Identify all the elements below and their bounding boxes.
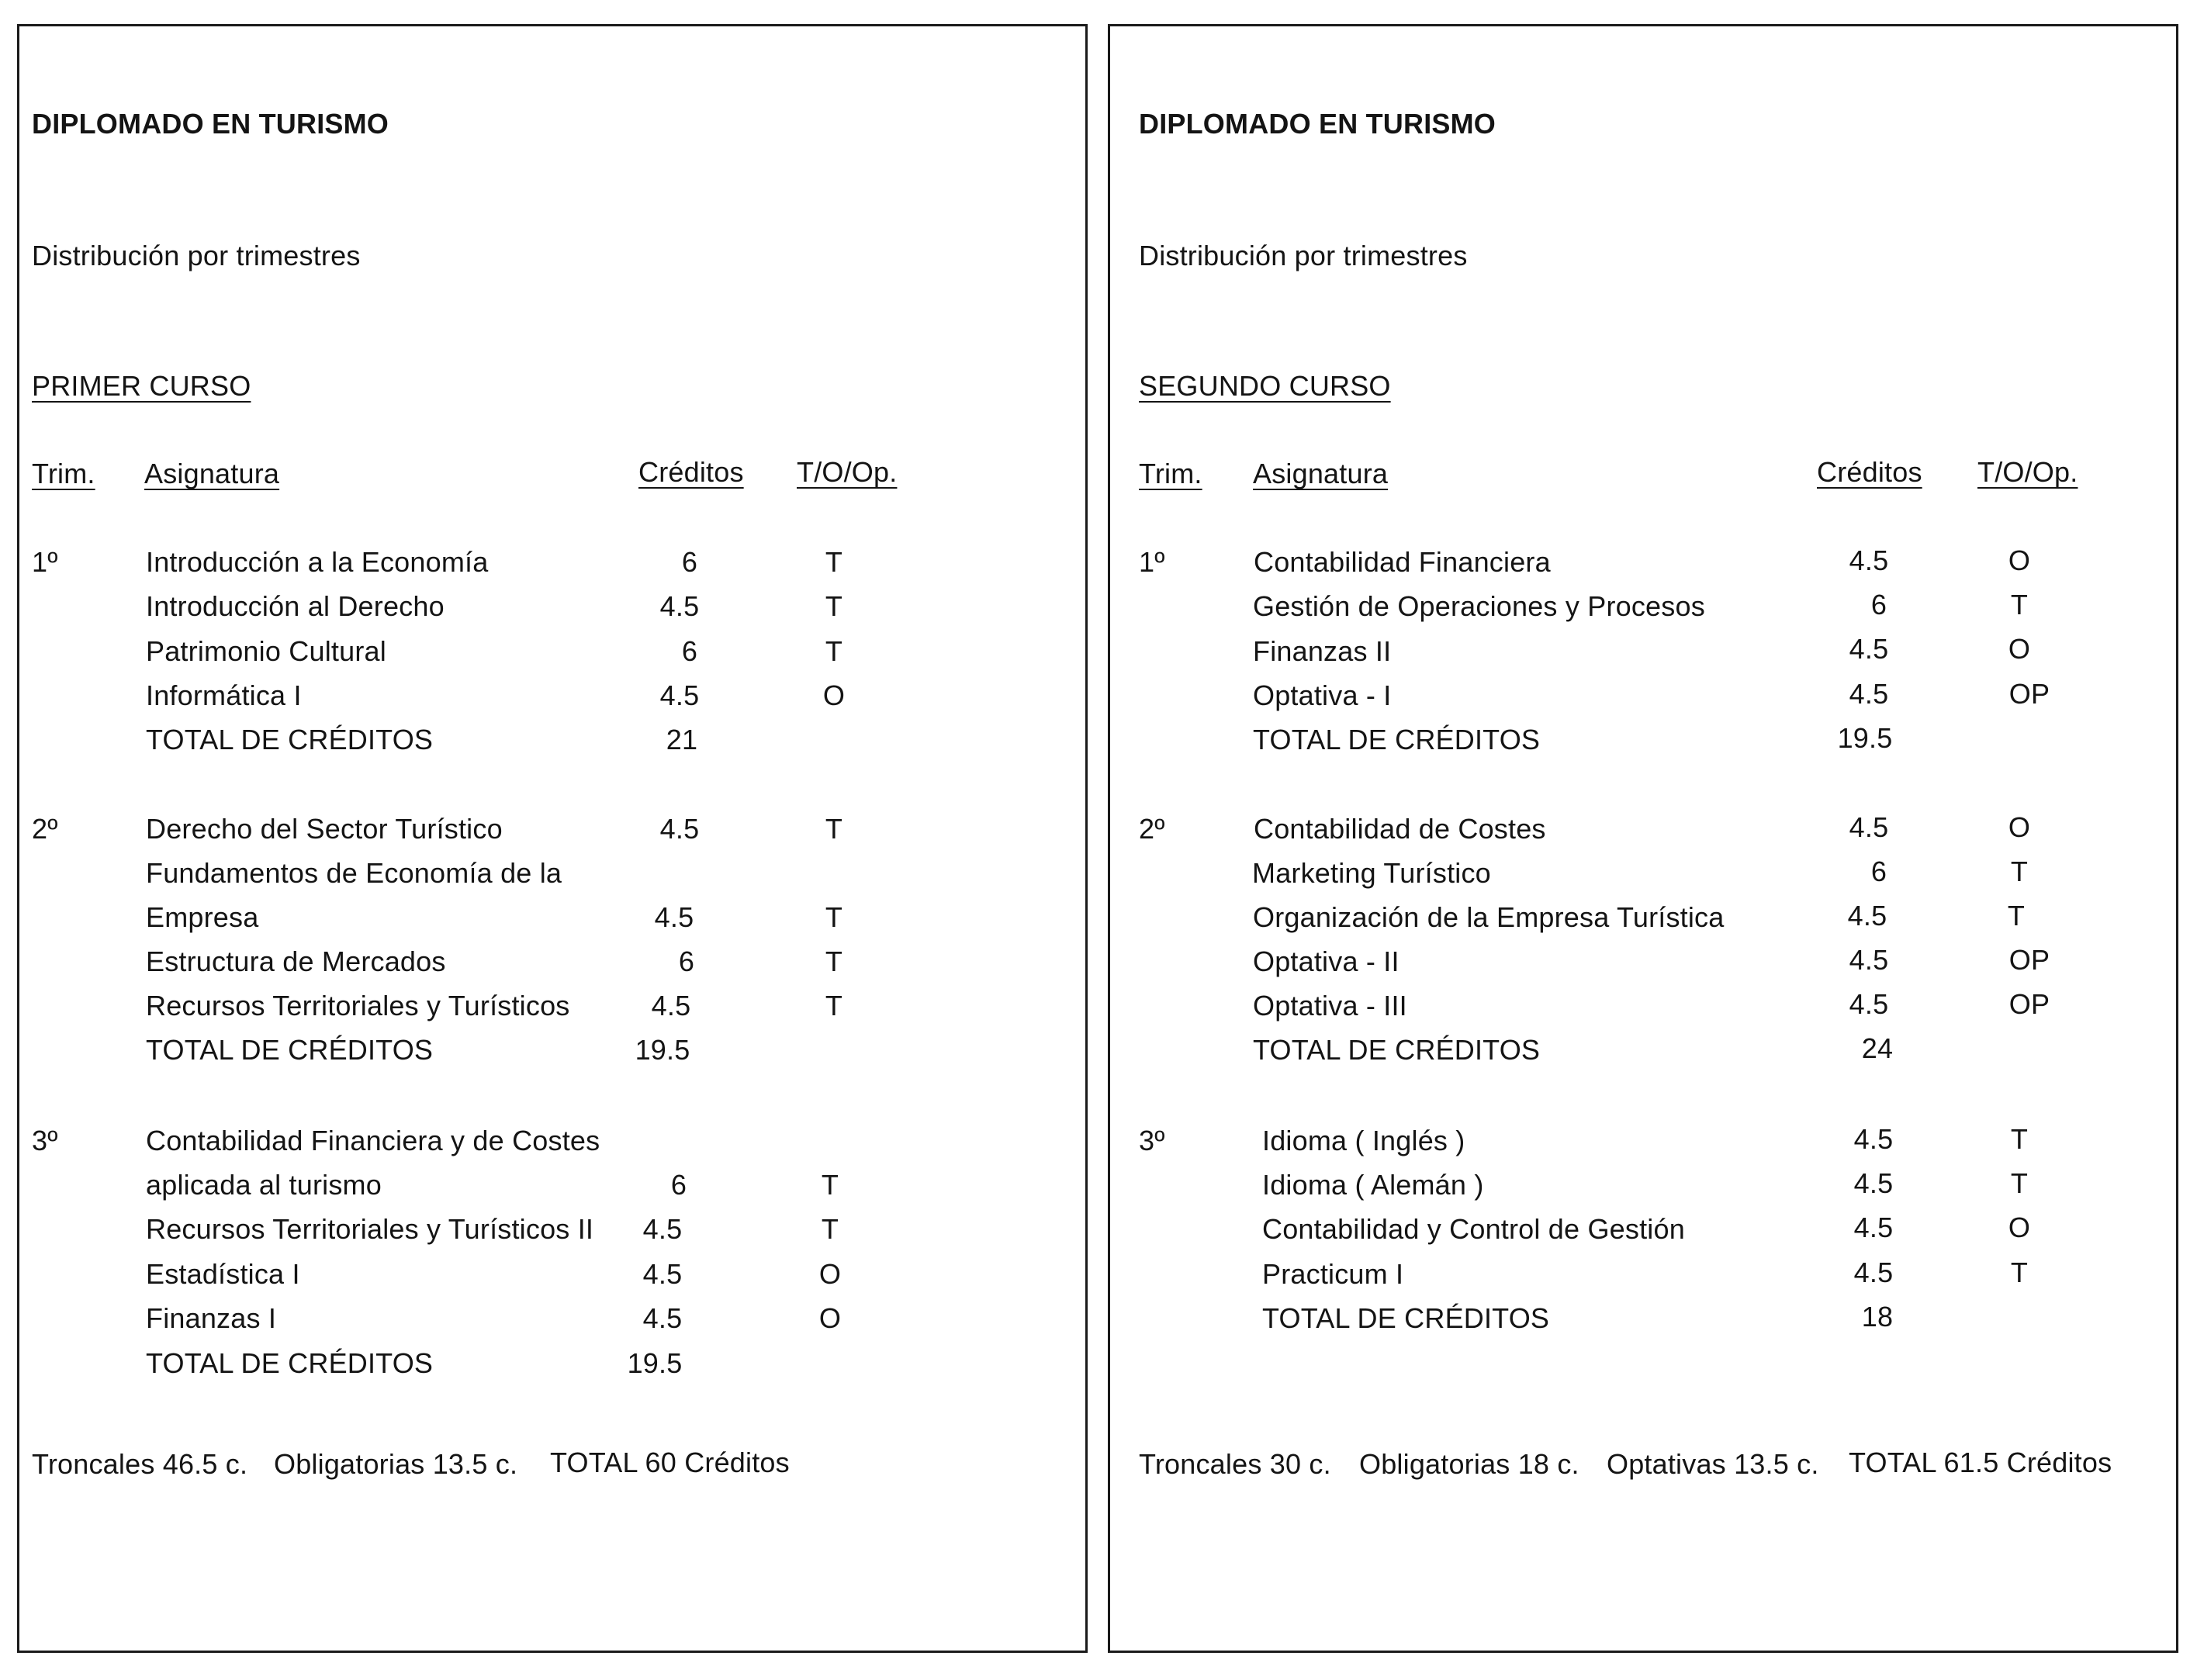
- subject-cell: Practicum I: [1262, 1258, 1404, 1290]
- course-heading: PRIMER CURSO: [32, 370, 251, 402]
- type-cell: T: [825, 901, 843, 933]
- subject-cell: Empresa: [146, 901, 259, 933]
- type-cell: O: [2008, 544, 2031, 576]
- header-type: T/O/Op.: [1977, 456, 2078, 488]
- type-cell: T: [825, 590, 843, 622]
- type-cell: O: [818, 1258, 842, 1290]
- credits-cell: 4.5: [659, 813, 700, 845]
- subject-cell: Recursos Territoriales y Turísticos: [146, 990, 570, 1021]
- credits-cell: 4.5: [651, 990, 691, 1021]
- subject-cell: Fundamentos de Economía de la: [146, 857, 562, 889]
- credits-cell: 4.5: [1849, 633, 1889, 665]
- total-credits: 24: [1861, 1032, 1894, 1064]
- type-cell: T: [2010, 589, 2029, 620]
- type-cell: T: [825, 635, 843, 667]
- credits-cell: 4.5: [659, 590, 700, 622]
- type-cell: T: [825, 546, 843, 578]
- header-credits: Créditos: [638, 456, 744, 488]
- document-title: DIPLOMADO EN TURISMO: [32, 108, 389, 140]
- subject-cell: Marketing Turístico: [1252, 857, 1491, 889]
- credits-cell: 4.5: [654, 901, 694, 933]
- trim-label: 3º: [1139, 1125, 1165, 1156]
- credits-cell: 6: [1870, 856, 1887, 887]
- header-trim: Trim.: [1139, 458, 1202, 489]
- subject-cell: Optativa - I: [1253, 679, 1392, 711]
- trim-label: 2º: [32, 813, 58, 845]
- subject-cell: Contabilidad Financiera y de Costes: [146, 1125, 600, 1156]
- footer-troncales: Troncales 46.5 c.: [32, 1448, 248, 1480]
- document-title: DIPLOMADO EN TURISMO: [1139, 108, 1496, 140]
- trim-label: 2º: [1139, 813, 1165, 845]
- subject-cell: Finanzas I: [146, 1302, 277, 1334]
- subtitle: Distribución por trimestres: [1139, 240, 1468, 271]
- credits-cell: 4.5: [1853, 1257, 1894, 1288]
- subject-cell: Patrimonio Cultural: [146, 635, 386, 667]
- subject-cell: Introducción a la Economía: [146, 546, 489, 578]
- total-credits: 19.5: [635, 1034, 690, 1066]
- credits-cell: 6: [681, 635, 698, 667]
- footer-total: TOTAL 61.5 Créditos: [1849, 1447, 2112, 1478]
- total-credits: 21: [666, 724, 698, 755]
- type-cell: OP: [2008, 988, 2050, 1020]
- subject-cell: Derecho del Sector Turístico: [146, 813, 503, 845]
- header-type: T/O/Op.: [797, 456, 898, 488]
- subject-cell: Optativa - II: [1253, 945, 1400, 977]
- type-cell: O: [2008, 633, 2031, 665]
- type-cell: T: [2010, 1123, 2029, 1155]
- subject-cell: Contabilidad Financiera: [1254, 546, 1551, 578]
- credits-cell: 4.5: [1847, 900, 1887, 932]
- type-cell: T: [825, 813, 843, 845]
- credits-cell: 4.5: [642, 1258, 683, 1290]
- type-cell: T: [821, 1213, 839, 1245]
- total-label: TOTAL DE CRÉDITOS: [1253, 1034, 1541, 1066]
- total-label: TOTAL DE CRÉDITOS: [1262, 1302, 1550, 1334]
- credits-cell: 6: [678, 945, 695, 977]
- subject-cell: Idioma ( Inglés ): [1262, 1125, 1465, 1156]
- course-panel-segundo: [1108, 24, 2178, 1653]
- subtitle: Distribución por trimestres: [32, 240, 361, 271]
- footer-troncales: Troncales 30 c.: [1139, 1448, 1331, 1480]
- subject-cell: Estadística I: [146, 1258, 300, 1290]
- footer-total: TOTAL 60 Créditos: [550, 1447, 790, 1478]
- subject-cell: Contabilidad de Costes: [1254, 813, 1546, 845]
- footer-obligatorias: Obligatorias 18 c.: [1359, 1448, 1579, 1480]
- subject-cell: Contabilidad y Control de Gestión: [1262, 1213, 1685, 1245]
- type-cell: OP: [2008, 678, 2050, 710]
- type-cell: T: [825, 945, 843, 977]
- type-cell: T: [825, 990, 843, 1021]
- subject-cell: Finanzas II: [1253, 635, 1392, 667]
- type-cell: T: [821, 1169, 839, 1201]
- credits-cell: 4.5: [642, 1213, 683, 1245]
- subject-cell: Gestión de Operaciones y Procesos: [1253, 590, 1705, 622]
- total-label: TOTAL DE CRÉDITOS: [146, 1034, 434, 1066]
- header-credits: Créditos: [1817, 456, 1922, 488]
- credits-cell: 4.5: [1853, 1212, 1894, 1243]
- type-cell: O: [818, 1302, 842, 1334]
- credits-cell: 4.5: [1849, 678, 1889, 710]
- trim-label: 3º: [32, 1125, 58, 1156]
- subject-cell: Introducción al Derecho: [146, 590, 445, 622]
- course-heading: SEGUNDO CURSO: [1139, 370, 1391, 402]
- trim-label: 1º: [32, 546, 58, 578]
- type-cell: T: [2007, 900, 2026, 932]
- type-cell: T: [2010, 1167, 2029, 1199]
- credits-cell: 4.5: [1849, 811, 1889, 843]
- course-panel-primer: [17, 24, 1088, 1653]
- credits-cell: 4.5: [1853, 1167, 1894, 1199]
- credits-cell: 4.5: [1853, 1123, 1894, 1155]
- total-label: TOTAL DE CRÉDITOS: [146, 1347, 434, 1379]
- header-subject: Asignatura: [1253, 458, 1389, 489]
- type-cell: O: [2008, 1212, 2031, 1243]
- type-cell: T: [2010, 1257, 2029, 1288]
- footer-obligatorias: Obligatorias 13.5 c.: [274, 1448, 518, 1480]
- credits-cell: 4.5: [642, 1302, 683, 1334]
- total-credits: 19.5: [627, 1347, 683, 1379]
- credits-cell: 6: [1870, 589, 1887, 620]
- total-credits: 18: [1861, 1301, 1894, 1333]
- total-credits: 19.5: [1837, 722, 1893, 754]
- footer-optativas: Optativas 13.5 c.: [1607, 1448, 1819, 1480]
- subject-cell: Estructura de Mercados: [146, 945, 446, 977]
- header-subject: Asignatura: [144, 458, 280, 489]
- credits-cell: 4.5: [659, 679, 700, 711]
- type-cell: O: [822, 679, 846, 711]
- total-label: TOTAL DE CRÉDITOS: [146, 724, 434, 755]
- subject-cell: Idioma ( Alemán ): [1262, 1169, 1484, 1201]
- type-cell: O: [2008, 811, 2031, 843]
- subject-cell: Organización de la Empresa Turística: [1253, 901, 1725, 933]
- total-label: TOTAL DE CRÉDITOS: [1253, 724, 1541, 755]
- trim-label: 1º: [1139, 546, 1165, 578]
- subject-cell: aplicada al turismo: [146, 1169, 382, 1201]
- type-cell: OP: [2008, 944, 2050, 976]
- subject-cell: Optativa - III: [1253, 990, 1407, 1021]
- credits-cell: 6: [681, 546, 698, 578]
- header-trim: Trim.: [32, 458, 95, 489]
- credits-cell: 6: [670, 1169, 687, 1201]
- credits-cell: 4.5: [1849, 544, 1889, 576]
- subject-cell: Informática I: [146, 679, 302, 711]
- credits-cell: 4.5: [1849, 944, 1889, 976]
- credits-cell: 4.5: [1849, 988, 1889, 1020]
- subject-cell: Recursos Territoriales y Turísticos II: [146, 1213, 594, 1245]
- type-cell: T: [2010, 856, 2029, 887]
